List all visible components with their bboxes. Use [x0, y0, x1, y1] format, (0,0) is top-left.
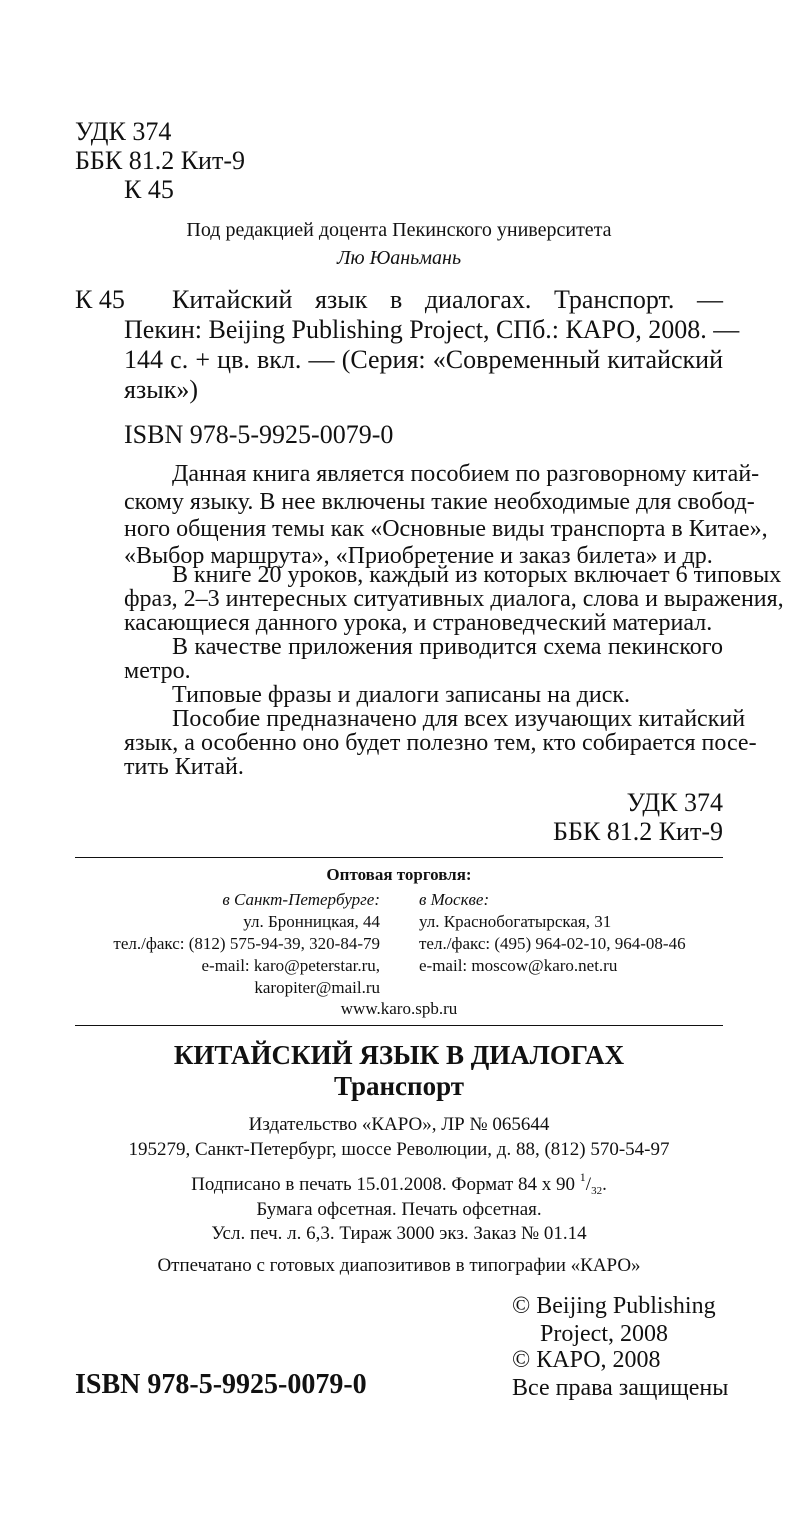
format-numerator: 1 [579, 1170, 586, 1184]
copyright-line: Project, 2008 [540, 1321, 668, 1347]
annotation-line: тить Китай. [124, 754, 244, 780]
annotation-line: В качестве приложения приводится схема пекинского [172, 634, 723, 660]
print-run-line: Усл. печ. л. 6,3. Тираж 3000 экз. Заказ № 01.14 [211, 1223, 587, 1244]
msk-phone: тел./факс: (495) 964-02-10, 964-08-46 [419, 934, 686, 953]
annotation-line: касающиеся данного урока, и страноведческий материал. [124, 610, 713, 636]
annotation-line: «Выбор маршрута», «Приобретение и заказ билета» и др. [124, 543, 713, 569]
bib-isbn: ISBN 978-5-9925-0079-0 [124, 420, 394, 449]
editor-name: Лю Юаньмань [336, 247, 462, 269]
format-end: . [602, 1174, 607, 1195]
udk-code-footer: УДК 374 [626, 788, 723, 817]
annotation-line: Данная книга является пособием по разговорному китай- [172, 461, 760, 487]
bib-line: Китайский язык в диалогах. Транспорт. — [172, 285, 723, 314]
bib-line: 144 с. + цв. вкл. — (Серия: «Современный китайский [124, 345, 723, 374]
editor-line: Под редакцией доцента Пекинского университета [186, 219, 612, 241]
spb-city: в Санкт-Петербурге: [222, 890, 380, 909]
spb-phone: тел./факс: (812) 575-94-39, 320-84-79 [113, 934, 380, 953]
annotation-line: скому языку. В нее включены такие необходимые для свобод- [124, 489, 755, 515]
annotation-line: метро. [124, 658, 191, 684]
annotation-line: язык, а особенно оно будет полезно тем, кто собирается посе- [124, 730, 757, 756]
author-mark: К 45 [124, 175, 174, 204]
annotation-line: Пособие предназначено для всех изучающих китайский [172, 706, 746, 732]
bib-author-mark: К 45 [75, 285, 125, 314]
signed-line: Подписано в печать 15.01.2008. Формат 84 х 90 $^1/_{32}$. [191, 1170, 607, 1197]
bbk-code-footer: ББК 81.2 Кит-9 [553, 817, 723, 846]
divider [75, 1025, 723, 1026]
annotation-line: В книге 20 уроков, каждый из которых включает 6 типовых [172, 562, 782, 588]
format-denominator: 32 [591, 1185, 603, 1197]
spb-email-2: karopiter@mail.ru [254, 978, 380, 997]
publisher-address: 195279, Санкт-Петербург, шоссе Революции, д. 88, (812) 570-54-97 [128, 1139, 670, 1160]
spb-address: ул. Бронницкая, 44 [243, 912, 380, 931]
annotation-line: Типовые фразы и диалоги записаны на диск. [172, 682, 631, 708]
bib-line: язык») [124, 375, 198, 404]
divider [75, 857, 723, 858]
msk-city: в Москве: [419, 890, 490, 909]
website: www.karo.spb.ru [340, 999, 458, 1018]
msk-address: ул. Краснобогатырская, 31 [419, 912, 612, 931]
spb-email: e-mail: karo@peterstar.ru, [201, 956, 380, 975]
udk-code: УДК 374 [75, 117, 172, 146]
book-title: КИТАЙСКИЙ ЯЗЫК В ДИАЛОГАХ [173, 1040, 625, 1070]
signed-text: Подписано в печать 15.01.2008. Формат 84 х 90 [191, 1174, 576, 1195]
bib-line: Пекин: Beijing Publishing Project, СПб.: КАРО, 2008. — [124, 315, 740, 344]
annotation-line: фраз, 2–3 интересных ситуативных диалога, слова и выражения, [124, 586, 784, 612]
copyright-line: © КАРО, 2008 [512, 1347, 661, 1373]
bbk-code: ББК 81.2 Кит-9 [75, 146, 245, 175]
msk-email: e-mail: moscow@karo.net.ru [419, 956, 618, 975]
book-subtitle: Транспорт [333, 1071, 465, 1101]
wholesale-title: Оптовая торговля: [326, 865, 472, 884]
copyright-line: © Beijing Publishing [512, 1293, 716, 1319]
paper-line: Бумага офсетная. Печать офсетная. [256, 1199, 542, 1220]
annotation-line: ного общения темы как «Основные виды транспорта в Китае», [124, 516, 768, 542]
publisher: Издательство «КАРО», ЛР № 065644 [248, 1114, 550, 1135]
isbn-footer: ISBN 978-5-9925-0079-0 [75, 1369, 367, 1400]
copyright-line: Все права защищены [512, 1375, 729, 1401]
printed-line: Отпечатано с готовых диапозитивов в типографии «КАРО» [157, 1255, 641, 1276]
